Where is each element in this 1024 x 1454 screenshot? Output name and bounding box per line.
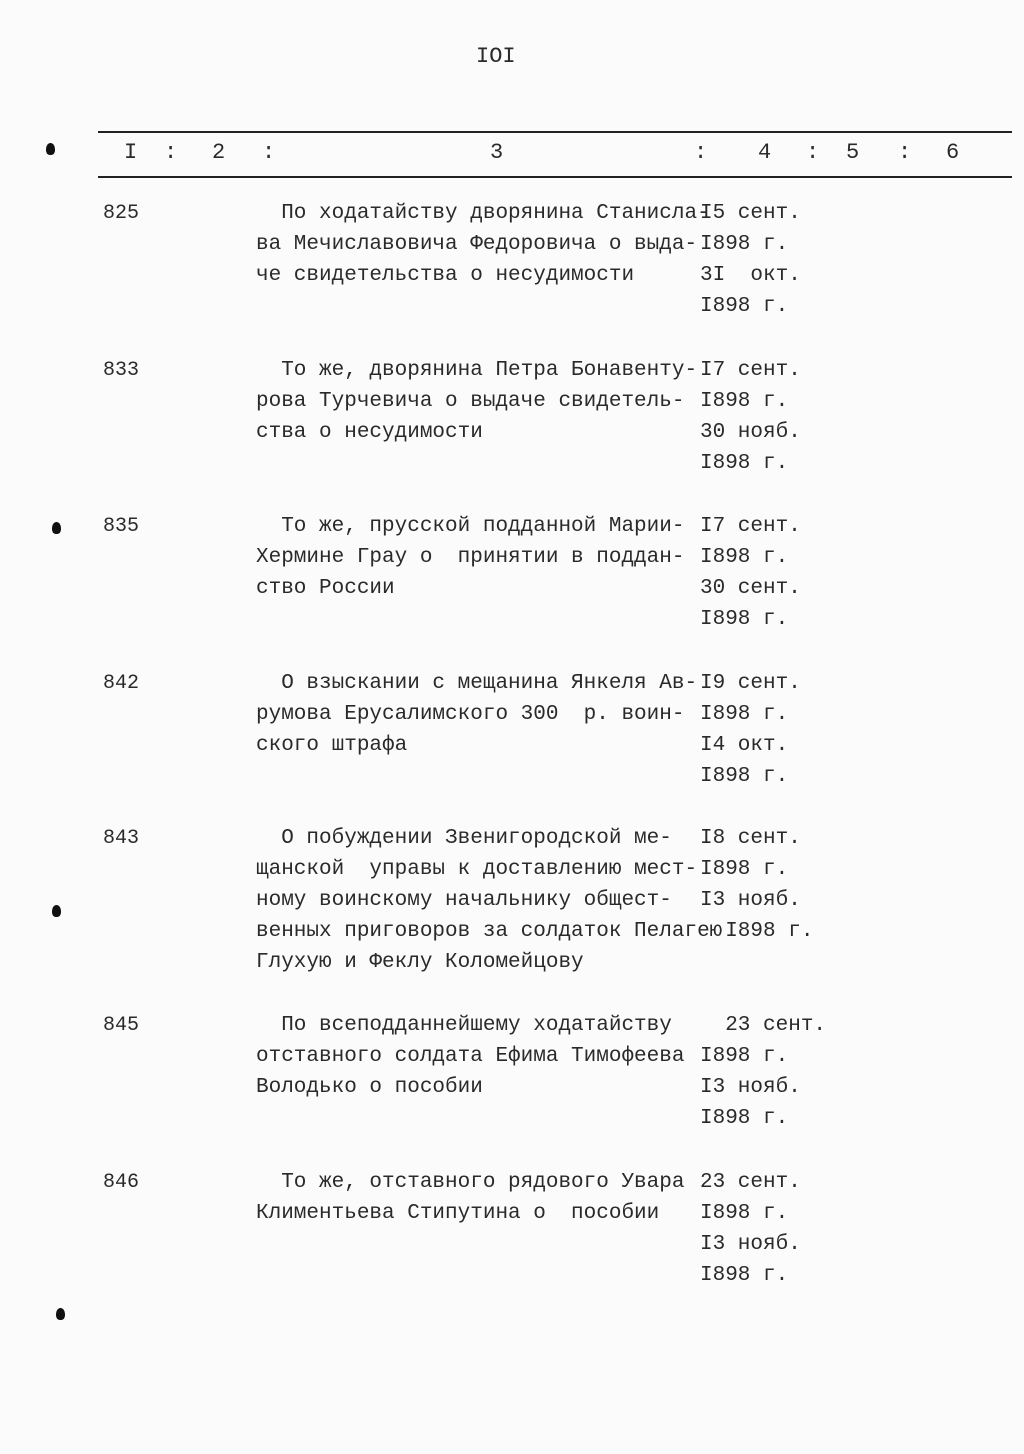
column-header-3: 3 <box>490 140 504 165</box>
entry-description-line: То же, прусской подданной Марии- <box>256 515 685 538</box>
entry-description-line: По ходатайству дворянина Станисла- <box>256 202 710 225</box>
entry-date: I898 г. <box>700 546 789 569</box>
entry-description-line: Хермине Грау о принятии в поддан- <box>256 546 685 569</box>
table-top-rule <box>98 131 1012 133</box>
entry-date: I898 г. <box>700 1202 789 1225</box>
entry-description-line: ному воинскому начальнику общест- <box>256 889 672 912</box>
entry-date: I898 г. <box>700 765 789 788</box>
column-separator: : <box>164 140 178 165</box>
entry-date: I898 г. <box>700 1264 789 1287</box>
entry-date: I9 сент. <box>700 672 801 695</box>
entry-date: I3 нояб. <box>700 1233 801 1256</box>
entry-number: 846 <box>103 1171 140 1194</box>
entry-description-line: Глухую и Феклу Коломейцову <box>256 951 584 974</box>
entry-description-line: рова Турчевича о выдаче свидетель- <box>256 390 685 413</box>
entry-date: I898 г. <box>700 295 789 318</box>
entry-description-line: ства о несудимости <box>256 421 483 444</box>
entry-date: I898 г. <box>700 920 814 943</box>
entry-description-line: отставного солдата Ефима Тимофеева <box>256 1045 685 1068</box>
entry-description-line: ского штрафа <box>256 734 408 757</box>
column-header-4: 4 <box>758 140 772 165</box>
entry-date: I898 г. <box>700 1045 789 1068</box>
entry-number: 825 <box>103 202 140 225</box>
table-header-rule <box>98 176 1012 178</box>
entry-description-line: То же, отставного рядового Увара <box>256 1171 685 1194</box>
column-separator: : <box>806 140 820 165</box>
entry-number: 833 <box>103 359 140 382</box>
entry-number: 835 <box>103 515 140 538</box>
entry-date: I5 сент. <box>700 202 801 225</box>
entry-date: 23 сент. <box>700 1014 827 1037</box>
entry-description-line: венных приговоров за солдаток Пелагею <box>256 920 723 943</box>
entry-number: 845 <box>103 1014 140 1037</box>
entry-date: I7 сент. <box>700 359 801 382</box>
entry-date: 3I окт. <box>700 264 801 287</box>
entry-date: I898 г. <box>700 858 789 881</box>
column-header-1: I <box>124 140 138 165</box>
entry-date: I7 сент. <box>700 515 801 538</box>
entry-date: I898 г. <box>700 608 789 631</box>
entry-description-line: То же, дворянина Петра Бонавенту- <box>256 359 698 382</box>
column-header-6: 6 <box>946 140 960 165</box>
entry-date: I8 сент. <box>700 827 801 850</box>
entry-description-line: По всеподданнейшему ходатайству <box>256 1014 672 1037</box>
entry-date: I4 окт. <box>700 734 789 757</box>
entry-date: 30 сент. <box>700 577 801 600</box>
punch-hole-mark <box>46 143 55 155</box>
column-separator: : <box>262 140 276 165</box>
column-header-2: 2 <box>212 140 226 165</box>
entry-date: I898 г. <box>700 233 789 256</box>
entry-date: I3 нояб. <box>700 1076 801 1099</box>
punch-hole-mark <box>52 905 61 917</box>
column-separator: : <box>694 140 708 165</box>
punch-hole-mark <box>56 1308 65 1320</box>
entry-date: I898 г. <box>700 1107 789 1130</box>
entry-date: I3 нояб. <box>700 889 801 912</box>
entry-description-line: О взыскании с мещанина Янкеля Ав- <box>256 672 698 695</box>
entry-description-line: румова Ерусалимского 300 р. воин- <box>256 703 685 726</box>
entry-description-line: щанской управы к доставлению мест- <box>256 858 698 881</box>
column-header-5: 5 <box>846 140 860 165</box>
entry-date: 23 сент. <box>700 1171 801 1194</box>
entry-description-line: Володько о пособии <box>256 1076 483 1099</box>
column-header-row <box>98 140 1012 170</box>
punch-hole-mark <box>52 522 61 534</box>
column-separator: : <box>898 140 912 165</box>
entry-description-line: О побуждении Звенигородской ме- <box>256 827 672 850</box>
entry-description-line: Климентьева Стипутина о пособии <box>256 1202 660 1225</box>
entry-date: 30 нояб. <box>700 421 801 444</box>
entry-date: I898 г. <box>700 452 789 475</box>
page-number: IOI <box>476 44 516 69</box>
entry-description-line: ва Мечиславовича Федоровича о выда- <box>256 233 698 256</box>
entry-date: I898 г. <box>700 390 789 413</box>
entry-number: 842 <box>103 672 140 695</box>
entry-description-line: ство России <box>256 577 395 600</box>
entry-description-line: че свидетельства о несудимости <box>256 264 635 287</box>
entry-number: 843 <box>103 827 140 850</box>
entry-date: I898 г. <box>700 703 789 726</box>
